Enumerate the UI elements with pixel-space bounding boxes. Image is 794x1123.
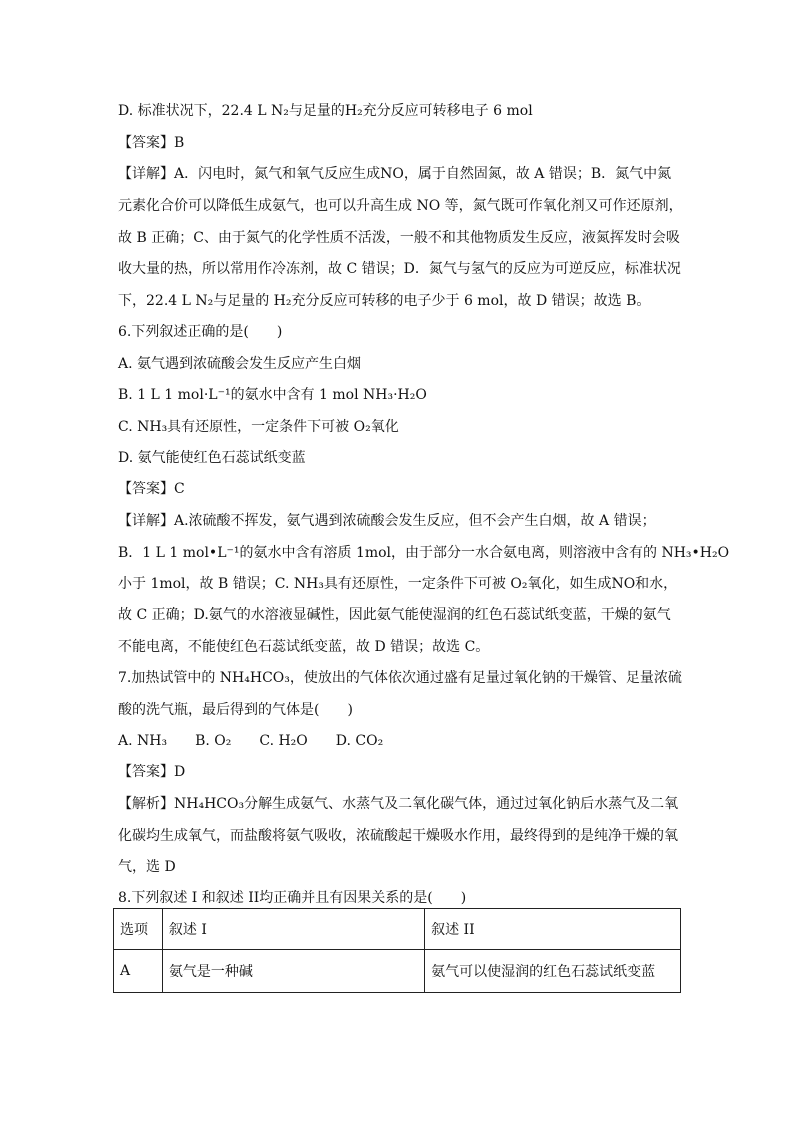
text-line: 【答案】C xyxy=(118,481,185,497)
text-line: 气，选 D xyxy=(118,859,176,875)
text-line: 酸的洗气瓶，最后得到的气体是( ) xyxy=(118,702,353,718)
text-line: 故 B 正确；C、由于氮气的化学性质不活泼，一般不和其他物质发生反应，液氮挥发时会吸 xyxy=(118,230,680,246)
table-cell: 氨气是一种碱 xyxy=(162,950,424,993)
text-line: 不能电离，不能使红色石蕊试纸变蓝，故 D 错误；故选 C。 xyxy=(118,639,490,655)
table-cell: A xyxy=(114,950,163,993)
text-line: 7.加热试管中的 NH₄HCO₃，使放出的气体依次通过盛有足量过氧化钠的干燥管、足量浓硫 xyxy=(118,670,682,686)
table-header-cell: 叙述 I xyxy=(162,909,424,950)
text-line: 6.下列叙述正确的是( ) xyxy=(118,324,283,340)
question-8-table xyxy=(113,908,681,993)
text-line: 故 C 正确；D.氨气的水溶液显碱性，因此氨气能使湿润的红色石蕊试纸变蓝，干燥的氨气 xyxy=(118,607,671,623)
text-line: D. 标准状况下，22.4 L N₂与足量的H₂充分反应可转移电子 6 mol xyxy=(118,103,533,119)
table-header-cell: 叙述 II xyxy=(425,909,681,950)
text-line: 化碳均生成氧气，而盐酸将氨气吸收，浓硫酸起干燥吸水作用，最终得到的是纯净干燥的氧 xyxy=(118,828,678,844)
table-cell: 氨气可以使湿润的红色石蕊试纸变蓝 xyxy=(425,950,681,993)
text-line: A. 氨气遇到浓硫酸会发生反应产生白烟 xyxy=(118,356,362,372)
text-line: 收大量的热，所以常用作冷冻剂，故 C 错误；D．氮气与氢气的反应为可逆反应，标准状况 xyxy=(118,261,681,277)
text-line: 【解析】NH₄HCO₃分解生成氨气、水蒸气及二氧化碳气体，通过过氧化钠后水蒸气及二氧 xyxy=(118,796,679,812)
text-line: 下，22.4 L N₂与足量的 H₂充分反应可转移的电子少于 6 mol，故 D 错误；故选 B。 xyxy=(118,293,651,309)
table-header-row xyxy=(114,909,681,950)
text-line: B．1 L 1 mol•L⁻¹的氨水中含有溶质 1mol，由于部分一水合氨电离，则溶液中含有的 NH₃•H₂O xyxy=(118,545,730,561)
text-line: B. 1 L 1 mol·L⁻¹的氨水中含有 1 mol NH₃·H₂O xyxy=(118,387,427,403)
table-header-cell: 选项 xyxy=(114,909,163,950)
text-line: 【答案】B xyxy=(118,135,185,151)
text-line: 8.下列叙述 I 和叙述 II均正确并且有因果关系的是( ) xyxy=(118,890,467,906)
text-line: 元素化合价可以降低生成氨气，也可以升高生成 NO 等，氮气既可作氧化剂又可作还原剂， xyxy=(118,198,683,214)
text-line: 【详解】A．闪电时，氮气和氧气反应生成NO，属于自然固氮，故 A 错误；B．氮气中氮 xyxy=(118,166,672,182)
text-line: 小于 1mol，故 B 错误；C. NH₃具有还原性，一定条件下可被 O₂氧化，如生成NO和水， xyxy=(118,576,678,592)
text-line: 【答案】D xyxy=(118,764,186,780)
text-line: D. 氨气能使红色石蕊试纸变蓝 xyxy=(118,450,306,466)
text-line: C. NH₃具有还原性，一定条件下可被 O₂氧化 xyxy=(118,419,399,435)
text-line: 【详解】A.浓硫酸不挥发，氨气遇到浓硫酸会发生反应，但不会产生白烟，故 A 错误； xyxy=(118,513,656,529)
text-line: A. NH₃ B. O₂ C. H₂O D. CO₂ xyxy=(118,733,384,749)
table-row xyxy=(114,950,681,993)
